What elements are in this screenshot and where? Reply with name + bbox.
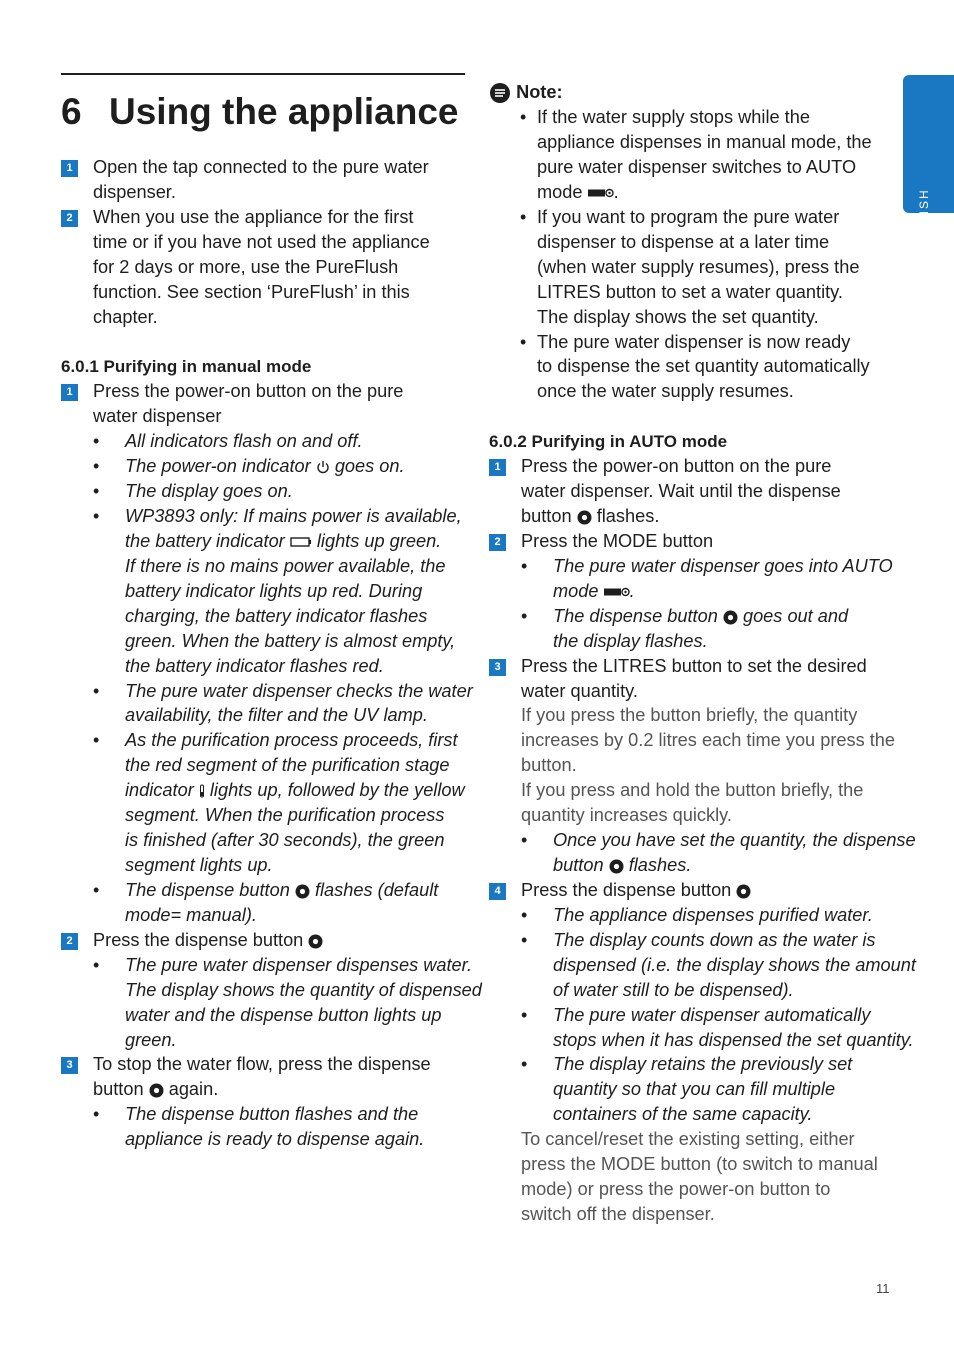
note-text: dispenser to dispense at a later time bbox=[537, 232, 830, 252]
step-text: Press the dispense button bbox=[93, 928, 323, 953]
bullet-text: appliance is ready to dispense again. bbox=[125, 1129, 425, 1149]
bullet-text: the red segment of the purification stage bbox=[125, 755, 450, 775]
bullet-text: the battery indicator flashes red. bbox=[125, 656, 384, 676]
bullet-text: containers of the same capacity. bbox=[553, 1104, 813, 1124]
bullet-text: button flashes. bbox=[553, 855, 692, 875]
bullet-text: The power-on indicator goes on. bbox=[125, 456, 405, 476]
step-text: Open the tap connected to the pure water bbox=[93, 157, 429, 177]
bullet-text: The pure water dispenser goes into AUTO bbox=[553, 556, 893, 576]
auto-mode-icon bbox=[588, 188, 614, 198]
note-heading: Note: bbox=[489, 80, 563, 105]
dispense-button-icon bbox=[609, 859, 624, 874]
bullet-text: mode . bbox=[553, 581, 635, 601]
dispense-button-icon bbox=[723, 610, 738, 625]
bullet-text: WP3893 only: If mains power is available, bbox=[125, 506, 462, 526]
body-text: If you press and hold the button briefly, the bbox=[521, 780, 864, 800]
note-text: mode . bbox=[537, 182, 619, 202]
dispense-button-icon bbox=[308, 934, 323, 949]
auto-mode-icon bbox=[604, 587, 630, 597]
note-icon bbox=[489, 82, 511, 104]
bullet: • bbox=[521, 1054, 528, 1074]
bullet: • bbox=[521, 556, 528, 576]
step-text: Press the power-on button on the pure bbox=[521, 456, 832, 476]
step-text: function. See section ‘PureFlush’ in this bbox=[93, 282, 410, 302]
body-text: If you press the button briefly, the quantity bbox=[521, 705, 858, 725]
step-text: When you use the appliance for the first bbox=[93, 207, 414, 227]
bullet: • bbox=[93, 1104, 100, 1124]
bullet-text: green. bbox=[125, 1030, 177, 1050]
bullet-text: indicator lights up, followed by the yellow bbox=[125, 780, 465, 800]
step-badge: 3 bbox=[489, 659, 506, 676]
bullet-text: green. When the battery is almost empty, bbox=[125, 631, 456, 651]
bullet-text: the battery indicator lights up green. bbox=[125, 531, 442, 551]
note-text: to dispense the set quantity automatically bbox=[537, 356, 870, 376]
bullet-text: As the purification process proceeds, first bbox=[125, 730, 458, 750]
note-text: once the water supply resumes. bbox=[537, 381, 794, 401]
bullet-text: The display counts down as the water is bbox=[553, 930, 876, 950]
step-text: button again. bbox=[93, 1079, 219, 1099]
bullet-text: The dispense button goes out and bbox=[553, 606, 849, 626]
bullet: • bbox=[520, 207, 527, 227]
bullet-text: The display shows the quantity of dispensed bbox=[125, 980, 482, 1000]
bullet-text: segment. When the purification process bbox=[125, 805, 445, 825]
bullet-text: dispensed (i.e. the display shows the amount bbox=[553, 955, 916, 975]
bullet-text: the display flashes. bbox=[553, 631, 708, 651]
page-title bbox=[61, 88, 459, 136]
step-badge: 1 bbox=[489, 459, 506, 476]
body-text: quantity increases quickly. bbox=[521, 805, 732, 825]
bullet-text: All indicators flash on and off. bbox=[125, 431, 363, 451]
bullet-text: water and the dispense button lights up bbox=[125, 1005, 442, 1025]
bullet-text: The appliance dispenses purified water. bbox=[553, 905, 873, 925]
step-text: button flashes. bbox=[521, 506, 660, 526]
power-icon bbox=[316, 460, 330, 474]
heading-rule bbox=[61, 73, 465, 75]
bullet: • bbox=[93, 681, 100, 701]
bullet: • bbox=[93, 506, 100, 526]
bullet-text: quantity so that you can fill multiple bbox=[553, 1079, 836, 1099]
note-text: The pure water dispenser is now ready bbox=[537, 332, 851, 352]
body-text: increases by 0.2 litres each time you press the bbox=[521, 730, 896, 750]
bullet: • bbox=[93, 730, 100, 750]
bullet: • bbox=[521, 830, 528, 850]
body-text: switch off the dispenser. bbox=[521, 1204, 715, 1224]
battery-icon bbox=[290, 536, 312, 548]
bullet-text: The dispense button flashes and the bbox=[125, 1104, 419, 1124]
subsection-heading: 6.0.1 Purifying in manual mode bbox=[61, 357, 312, 376]
bullet-text: mode= manual). bbox=[125, 905, 257, 925]
bullet-text: of water still to be dispensed). bbox=[553, 980, 794, 1000]
subsection-heading: 6.0.2 Purifying in AUTO mode bbox=[489, 432, 728, 451]
step-badge: 1 bbox=[61, 160, 78, 177]
step-text: chapter. bbox=[93, 307, 158, 327]
step-text: To stop the water flow, press the dispense bbox=[93, 1054, 431, 1074]
step-text: water quantity. bbox=[521, 681, 638, 701]
bullet-text: The pure water dispenser checks the water bbox=[125, 681, 473, 701]
bullet-text: stops when it has dispensed the set quantity. bbox=[553, 1030, 914, 1050]
bullet-text: Once you have set the quantity, the dispense bbox=[553, 830, 916, 850]
step-text: water dispenser. Wait until the dispense bbox=[521, 481, 841, 501]
bullet: • bbox=[93, 880, 100, 900]
bullet: • bbox=[521, 606, 528, 626]
step-text: Press the LITRES button to set the desired bbox=[521, 656, 867, 676]
step-badge: 4 bbox=[489, 883, 506, 900]
bullet-text: is finished (after 30 seconds), the green bbox=[125, 830, 445, 850]
language-tab bbox=[903, 75, 954, 255]
bullet-text: battery indicator lights up red. During bbox=[125, 581, 423, 601]
body-text: To cancel/reset the existing setting, either bbox=[521, 1129, 855, 1149]
dispense-button-icon bbox=[736, 884, 751, 899]
dispense-button-icon bbox=[149, 1083, 164, 1098]
bullet: • bbox=[93, 955, 100, 975]
step-text: Press the dispense button bbox=[521, 878, 751, 903]
bullet: • bbox=[93, 481, 100, 501]
body-text: press the MODE button (to switch to manual bbox=[521, 1154, 878, 1174]
note-text: LITRES button to set a water quantity. bbox=[537, 282, 843, 302]
bullet: • bbox=[520, 332, 527, 352]
section-title: Using the appliance bbox=[109, 91, 459, 132]
bullet-text: segment lights up. bbox=[125, 855, 273, 875]
note-text: pure water dispenser switches to AUTO bbox=[537, 157, 857, 177]
note-text: appliance dispenses in manual mode, the bbox=[537, 132, 872, 152]
step-badge: 3 bbox=[61, 1057, 78, 1074]
note-text: If you want to program the pure water bbox=[537, 207, 840, 227]
note-text: If the water supply stops while the bbox=[537, 107, 810, 127]
note-text: (when water supply resumes), press the bbox=[537, 257, 860, 277]
step-badge: 2 bbox=[61, 210, 78, 227]
step-text: dispenser. bbox=[93, 182, 176, 202]
bullet-text: The pure water dispenser dispenses water. bbox=[125, 955, 473, 975]
step-text: water dispenser bbox=[93, 406, 222, 426]
bullet-text: The pure water dispenser automatically bbox=[553, 1005, 871, 1025]
bullet-text: charging, the battery indicator flashes bbox=[125, 606, 428, 626]
stage-indicator-icon bbox=[199, 784, 205, 798]
body-text: button. bbox=[521, 755, 577, 775]
step-text: time or if you have not used the appliance bbox=[93, 232, 430, 252]
bullet-text: If there is no mains power available, the bbox=[125, 556, 446, 576]
bullet: • bbox=[93, 431, 100, 451]
step-text: Press the MODE button bbox=[521, 531, 714, 551]
bullet-text: availability, the filter and the UV lamp. bbox=[125, 705, 428, 725]
bullet: • bbox=[520, 107, 527, 127]
bullet: • bbox=[521, 1005, 528, 1025]
step-badge: 2 bbox=[489, 534, 506, 551]
note-text: The display shows the set quantity. bbox=[537, 307, 819, 327]
dispense-button-icon bbox=[577, 510, 592, 525]
step-text: for 2 days or more, use the PureFlush bbox=[93, 257, 399, 277]
bullet-text: The display goes on. bbox=[125, 481, 293, 501]
bullet: • bbox=[521, 905, 528, 925]
bullet: • bbox=[521, 930, 528, 950]
page-number: 11 bbox=[876, 1281, 890, 1296]
section-number: 6 bbox=[61, 91, 82, 132]
bullet: • bbox=[93, 456, 100, 476]
language-tab-label: ENGLISH bbox=[917, 188, 931, 255]
step-badge: 1 bbox=[61, 384, 78, 401]
dispense-button-icon bbox=[295, 884, 310, 899]
bullet-text: The dispense button flashes (default bbox=[125, 880, 439, 900]
step-text: Press the power-on button on the pure bbox=[93, 381, 404, 401]
bullet-text: The display retains the previously set bbox=[553, 1054, 853, 1074]
body-text: mode) or press the power-on button to bbox=[521, 1179, 831, 1199]
step-badge: 2 bbox=[61, 933, 78, 950]
